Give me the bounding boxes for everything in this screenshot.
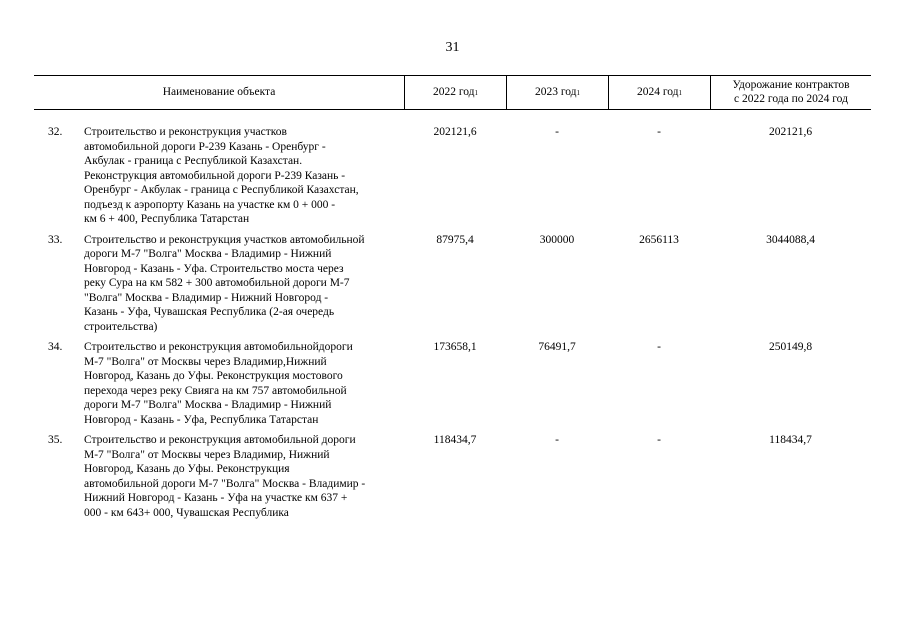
row-description-line: автомобильной дороги М-7 "Волга" Москва - Владимир - [84,477,366,490]
row-number: 34. [48,341,63,353]
row-value-2022: 87975,4 [436,233,474,246]
row-description-line: перехода через реку Свияга на км 757 автомобильной [84,384,347,397]
row-cost-increase: 3044088,4 [766,233,815,246]
row-value-2022: 118434,7 [433,434,477,446]
row-description-line: 000 - км 643+ 000, Чувашская Республика [84,506,289,519]
table-body [34,125,871,526]
row-description-line: Реконструкция автомобильной дороги Р-239 Казань - [84,169,346,182]
header-2023: 2023 год 1 [506,76,608,109]
page-number: 31 [445,40,460,55]
row-value-2022: 202121,6 [433,126,477,138]
row-value-2024: - [657,341,661,353]
row-description-line: М-7 "Волга" от Москвы через Владимир,Нижний [84,355,327,368]
row-number: 32. [48,126,63,138]
row-value-2023: - [555,434,559,446]
header-2022-label: 2022 год [432,85,475,98]
row-description-line: автомобильной дороги Р-239 Казань - Оренбург - [84,140,326,153]
row-description-line: Строительство и реконструкция автомобильной дороги [84,434,356,446]
row-description-line: Новгород - Казань - Уфа, Республика Татарстан [84,413,319,426]
row-value-2023: 300000 [539,233,575,246]
row-description-line: км 6 + 400, Республика Татарстан [84,213,250,225]
row-description-line: Строительство и реконструкция участков автомобильной [84,233,365,246]
row-description-line: М-7 "Волга" от Москвы через Владимир, Нижний [84,448,330,461]
row-description [84,233,402,335]
row-value-2024: - [657,126,661,138]
table-header [34,75,871,110]
row-value-2024: - [657,434,661,446]
header-2024-label: 2024 год [636,85,679,98]
row-description-line: Новгород, Казань до Уфы. Реконструкция [84,463,290,475]
row-description-line: Акбулак - граница с Республикой Казахстан. [84,155,303,167]
header-cost-increase [710,76,871,109]
table-row [34,233,871,335]
row-description-line: строительства) [84,320,158,333]
row-description-line: Новгород - Казань - Уфа. Строительство моста через [84,262,344,275]
row-description-line: Новгород, Казань до Уфы. Реконструкция мостового [84,370,343,382]
row-description-line: Нижний Новгород - Казань - Уфа на участке км 637 + [84,492,348,504]
header-2023-label: 2023 год [534,85,577,98]
row-description-line: Строительство и реконструкция автомобильнойдороги [84,341,353,353]
row-value-2023: 76491,7 [538,341,576,353]
header-cost-increase-line1: Удорожание контрактов [732,79,850,91]
row-value-2022: 173658,1 [433,341,477,353]
header-cost-increase-line2: с 2022 года по 2024 год [734,92,848,105]
row-number: 35. [48,434,63,446]
row-value-2023: - [555,126,559,138]
table-row [34,125,871,227]
header-object-name-label: Наименование объекта [162,85,276,98]
header-2024: 2024 год 1 [608,76,710,109]
row-description-line: Оренбург - Акбулак - граница с Республикой Казахстан, [84,184,359,196]
header-2022: 2022 год 1 [404,76,506,109]
row-description-line: Строительство и реконструкция участков [84,126,287,138]
row-description-line: подъезд к аэропорту Казань на участке км 0 + 000 - [84,198,336,211]
header-object-name [34,76,404,109]
row-description-line: Казань - Уфа, Чувашская Республика (2-ая очередь [84,306,335,318]
table-row [34,340,871,427]
row-number: 33. [48,233,63,246]
row-description-line: "Волга" Москва - Владимир - Нижний Новгород - [84,291,329,304]
row-cost-increase: 118434,7 [769,434,812,446]
row-description [84,125,402,227]
row-description [84,433,402,520]
row-value-2024: 2656113 [639,233,679,246]
row-description-line: реку Сура на км 582 + 300 автомобильной дороги М-7 [84,277,350,289]
table-row [34,433,871,520]
row-cost-increase: 202121,6 [768,126,813,138]
row-cost-increase: 250149,8 [768,341,813,353]
row-description-line: дороги М-7 "Волга" Москва - Владимир - Нижний [84,399,332,411]
row-description [84,340,402,427]
row-description-line: дороги М-7 "Волга" Москва - Владимир - Нижний [84,248,332,260]
